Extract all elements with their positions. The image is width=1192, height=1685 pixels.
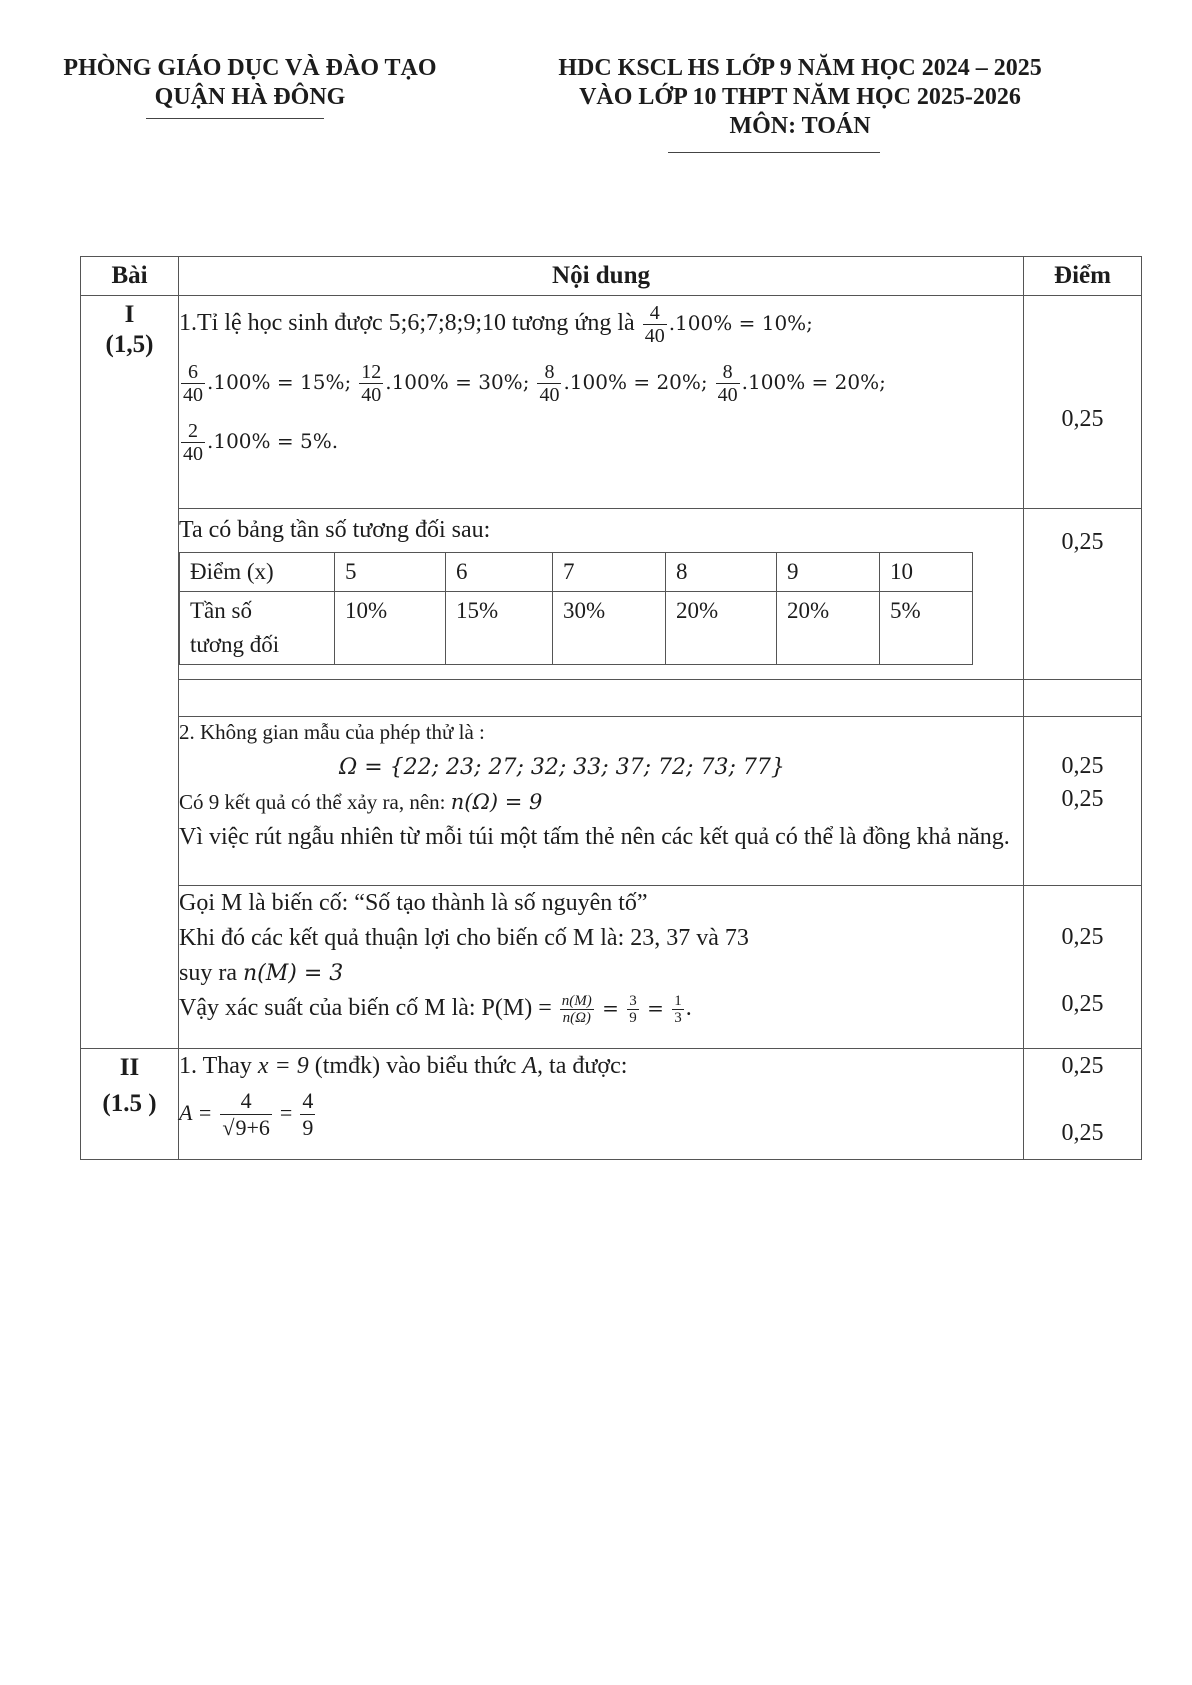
frequency-content <box>179 509 1024 680</box>
section-1-label <box>81 296 179 1049</box>
exam-subtitle: VÀO LỚP 10 THPT NĂM HỌC 2025-2026 <box>579 84 1021 110</box>
header-noi-dung: Nội dung <box>179 257 1024 296</box>
fraction: $\frac{n(M)}{n(\Omega)}$ <box>561 992 592 1026</box>
frequency-table <box>179 552 973 665</box>
score-value: 0,25 <box>1061 1053 1104 1079</box>
fraction: $\frac{4}{40}$ <box>644 302 665 347</box>
event-m-count-pre: suy ra <box>179 960 237 986</box>
frequency-value: 20% <box>666 592 777 665</box>
table-row <box>81 509 1142 680</box>
frequency-score: 9 <box>777 553 880 592</box>
exam-title: HDC KSCL HS LỚP 9 NĂM HỌC 2024 – 2025 <box>558 55 1042 81</box>
header-left-rule <box>146 118 324 119</box>
score-value: 0,25 <box>1061 753 1104 779</box>
score-value: 0,25 <box>1061 406 1104 432</box>
grading-table <box>80 256 1142 1160</box>
section-2-roman: II <box>119 1054 140 1081</box>
section-2-label <box>81 1049 179 1160</box>
score-value: 0,25 <box>1061 529 1104 555</box>
frequency-score: 10 <box>880 553 973 592</box>
fraction: $\frac{4}{√9+6}$ <box>222 1088 270 1140</box>
x-value: x = 9 <box>257 1053 309 1079</box>
percent-intro: 1.Tỉ lệ học sinh được 5;6;7;8;9;10 tương ứng là <box>179 310 635 337</box>
score-cell <box>1024 1049 1142 1160</box>
sample-space-intro: 2. Không gian mẫu của phép thử là : <box>179 720 485 744</box>
score-value: 0,25 <box>1061 924 1104 950</box>
table-row <box>81 717 1142 886</box>
frequency-value: 30% <box>553 592 666 665</box>
percentages-content: 1.Tỉ lệ học sinh được 5;6;7;8;9;10 tương ứng là $\frac{4}{40}$ .100% = 10%; $\frac{6}{40}$ .100% = 15%; $\frac{12}{40}$ .100% = 30%; $\frac{8}{40}$ .100% = 20%; $\frac{8}{40}$ .100% = 20%; $\frac{2}{40}$ .100% = 5%. <box>179 296 1024 509</box>
section-2-content: 1. Thay x = 9 (tmđk) vào biểu thức A, ta được: A = $\frac{4}{√9+6}$ = $\frac{4}{9}$ <box>179 1049 1024 1160</box>
probability-text: Vậy xác suất của biến cố M là: P(M) = <box>179 995 552 1021</box>
frequency-value: 20% <box>777 592 880 665</box>
sample-space-content <box>179 717 1024 886</box>
fraction: $\frac{8}{40}$ <box>717 361 738 406</box>
header-bai: Bài <box>81 257 179 296</box>
score-value: 0,25 <box>1061 991 1104 1017</box>
section-2-points: (1.5 ) <box>102 1090 157 1117</box>
empty-cell <box>179 680 1024 717</box>
frequency-value: 15% <box>446 592 553 665</box>
table-row <box>81 296 1142 509</box>
event-m-content: Gọi M là biến cố: “Số tạo thành là số nguyên tố” Khi đó các kết quả thuận lợi cho biến cố M là: 23, 37 và 73 suy ra n(M) = 3 Vậy xác suất của biến cố M là: P(M) = $\frac{n(M)}{n(\Omega)}$ = $\frac{3}{9}$ = $\frac{1}{3}$ . <box>179 886 1024 1049</box>
frequency-score: 5 <box>335 553 446 592</box>
omega-set: Ω = {22; 23; 27; 32; 33; 37; 72; 73; 77} <box>339 755 785 780</box>
table-row-empty <box>81 680 1142 717</box>
frequency-value: 5% <box>880 592 973 665</box>
frequency-score: 7 <box>553 553 666 592</box>
fraction: $\frac{6}{40}$ <box>183 361 203 406</box>
frequency-score: 8 <box>666 553 777 592</box>
event-m-favorable: Khi đó các kết quả thuận lợi cho biến cố M là: 23, 37 và 73 <box>179 925 749 951</box>
header-diem: Điểm <box>1024 257 1142 296</box>
score-cell <box>1024 717 1142 886</box>
fraction: $\frac{1}{3}$ <box>674 992 682 1026</box>
frequency-score-row <box>180 553 973 592</box>
empty-cell <box>1024 680 1142 717</box>
table-row <box>81 886 1142 1049</box>
fraction: $\frac{8}{40}$ <box>539 361 560 406</box>
fraction: $\frac{2}{40}$ <box>183 420 203 465</box>
frequency-header-label: Điểm (x) <box>180 553 335 592</box>
frequency-score: 6 <box>446 553 553 592</box>
district-name: QUẬN HÀ ĐÔNG <box>154 84 346 110</box>
section-1-roman: I <box>124 301 135 328</box>
frequency-intro: Ta có bảng tần số tương đối sau: <box>179 517 491 543</box>
section-1-points: (1,5) <box>105 331 154 358</box>
school-header <box>40 54 460 112</box>
n-m: n(M) = 3 <box>242 961 344 986</box>
frequency-value: 10% <box>335 592 446 665</box>
event-m-definition: Gọi M là biến cố: “Số tạo thành là số nguyên tố” <box>179 890 648 916</box>
score-value: 0,25 <box>1061 786 1104 812</box>
n-omega: n(Ω) = 9 <box>450 790 543 814</box>
frequency-value-row <box>180 592 973 665</box>
score-cell <box>1024 509 1142 680</box>
outcome-count-text: Có 9 kết quả có thể xảy ra, nên: <box>179 790 446 814</box>
fraction: $\frac{3}{9}$ <box>629 992 637 1026</box>
score-value: 0,25 <box>1061 1120 1104 1146</box>
department-name: PHÒNG GIÁO DỤC VÀ ĐÀO TẠO <box>63 55 437 81</box>
exam-header <box>520 54 1080 141</box>
equally-likely-text: Vì việc rút ngẫu nhiên từ mỗi túi một tấm thẻ nên các kết quả có thể là đồng khả năng. <box>179 824 1010 850</box>
subject-title: MÔN: TOÁN <box>729 113 871 139</box>
header-right-rule <box>668 152 880 153</box>
score-cell <box>1024 886 1142 1049</box>
score-cell <box>1024 296 1142 509</box>
expression-a: A = $\frac{4}{√9+6}$ = $\frac{4}{9}$ <box>179 1088 314 1140</box>
frequency-row-label: Tần số tương đối <box>180 592 335 665</box>
fraction: $\frac{12}{40}$ <box>361 361 382 406</box>
fraction: $\frac{4}{9}$ <box>302 1088 314 1140</box>
table-row <box>81 1049 1142 1160</box>
table-header-row <box>81 257 1142 296</box>
